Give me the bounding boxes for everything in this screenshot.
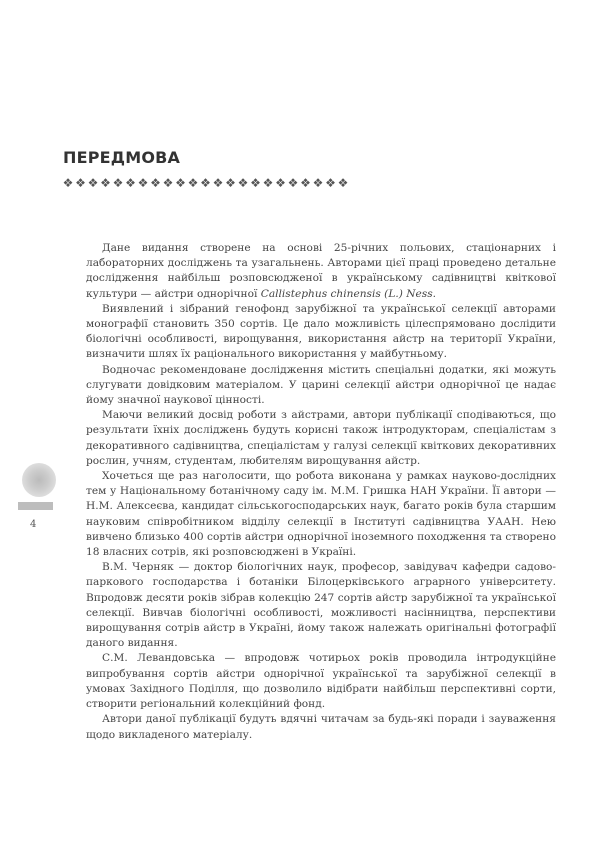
latin-name: Callistephus chinensis (L.) Ness [260,287,433,300]
ornament-motif-icon: ❖ [250,177,261,190]
ornament-motif-icon: ❖ [325,177,336,190]
page-marker-bar [18,502,53,510]
ornament-motif-icon: ❖ [262,177,274,190]
paragraph-1: Дане видання створене на основі 25-річних польових, стаціонарних і лабораторних досліджень та узагальнень. Авторами цієї праці проведено детальне дослідження найбільш розповсюдженої в українському садівництві квіткової культури — айстри однорічної Callistephus chinensis (L.) Ness. [86,242,556,300]
ornament-motif-icon: ❖ [137,177,149,190]
ornament-motif-icon: ❖ [287,177,299,190]
paragraph-3: Водночас рекомендоване дослідження містить спеціальні додатки, які можуть слугувати довідковим матеріалом. У царині селекції айстри однорічної це надає йому значної наукової цінності. [86,363,556,407]
paragraph-6: В.М. Черняк — доктор біологічних наук, професор, завідувач кафедри садово-паркового господарства і ботаніки Білоцерківського аграрного університету. Впродовж десяти років зібрав колекцію 247 сортів айстр зарубіжної та української селекції. Вивчав біологічні особливості, можливості насінництва, перспективи вирощування сотрів айстр в Україні, йому також належать оригінальні фотографії даного видання. [86,561,556,650]
ornament-motif-icon: ❖ [187,177,199,190]
paragraph-4: Маючи великий досвід роботи з айстрами, автори публікації сподіваються, що результати їхніх досліджень будуть корисні також інтродукторам, спеціалістам з декоративного садівництва, спеціалістам у галузі селекції квіткових декоративних рослин, учням, студентам, любителям вирощування айстр. [86,409,556,467]
ornament-motif-icon: ❖ [212,177,224,190]
ornament-motif-icon: ❖ [87,177,99,190]
ornament-motif-icon: ❖ [300,177,311,190]
ornament-motif-icon: ❖ [225,177,236,190]
ornament-motif-icon: ❖ [237,177,249,190]
page-number: 4 [30,519,37,530]
body-text [86,241,556,743]
aster-flower-image [22,463,56,497]
ornament-motif-icon: ❖ [150,177,161,190]
ornament-motif-icon: ❖ [175,177,186,190]
ornament-motif-icon: ❖ [337,177,349,190]
page-title: ПЕРЕДМОВА [63,148,181,167]
paragraph-2: Виявлений і зібраний генофонд зарубіжної та української селекції авторами монографії становить 350 сортів. Це дало можливість цілеспрямовано дослідити біологічні особливості, вирощування, використання айстр на території України, визначити шлях їх раціонального використання у майбутньому. [86,302,556,361]
ornament-divider [62,177,352,191]
ornament-motif-icon: ❖ [200,177,211,190]
ornament-motif-icon: ❖ [75,177,86,190]
ornament-motif-icon: ❖ [312,177,324,190]
ornament-motif-icon: ❖ [62,177,74,190]
paragraph-7: С.М. Левандовська — впродовж чотирьох років проводила інтродукційне випробування сортів айстри однорічної української та зарубіжної селекції в умовах Західного Поділля, що дозволило відібрати найбільш перспективні сорти, створити регіональний колекційний фонд. [86,652,556,711]
ornament-motif-icon: ❖ [112,177,124,190]
paragraph-8: Автори даної публікації будуть вдячні читачам за будь-які поради і зауваження щодо викладеного матеріалу. [86,713,556,741]
ornament-motif-icon: ❖ [162,177,174,190]
ornament-motif-icon: ❖ [100,177,111,190]
ornament-motif-icon: ❖ [275,177,286,190]
ornament-motif-icon: ❖ [125,177,136,190]
paragraph-5: Хочеться ще раз наголосити, що робота виконана у рамках науково-дослідних тем у Національному ботанічному саду ім. М.М. Гришка НАН України. Її автори — Н.М. Алексеєва, кандидат сільськогосподарських наук, багато років була старшим науковим співробітником відділу селекції в Інституті садівництва УААН. Нею вивчено близько 400 сортів айстри однорічної іноземного походження та створено 18 власних сотрів, які розповсюджені в Україні. [86,470,556,559]
